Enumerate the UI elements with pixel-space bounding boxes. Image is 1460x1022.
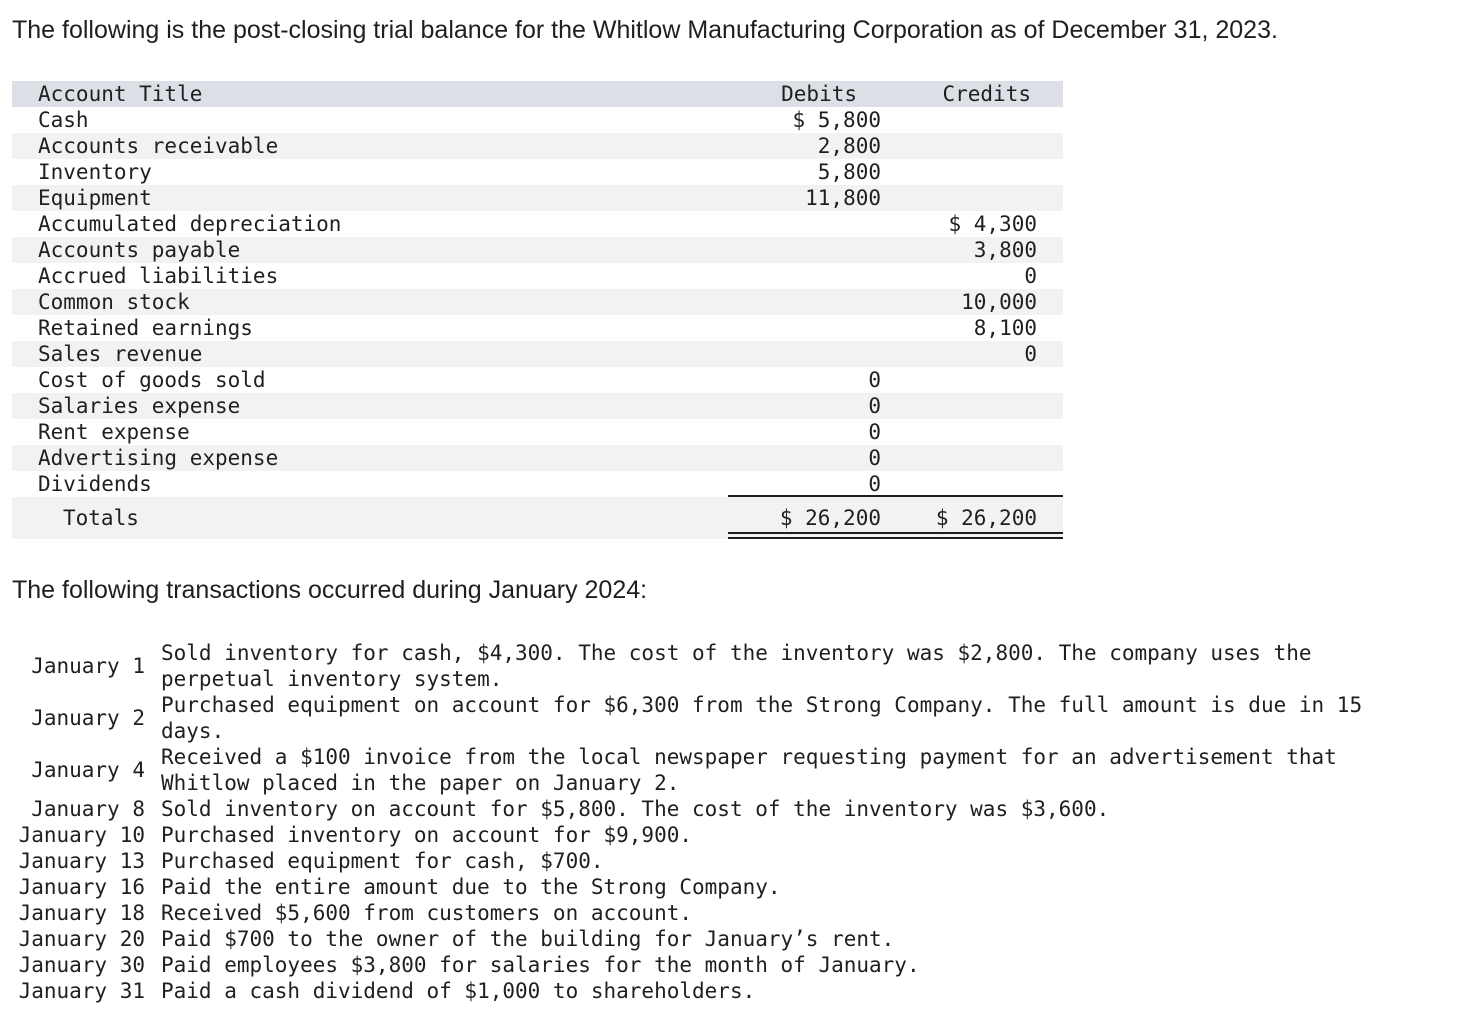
transaction-date: January 10 — [18, 823, 145, 847]
totals-credit: $ 26,200 — [935, 506, 1037, 530]
transaction-item — [0, 822, 1460, 848]
transaction-description: Paid the entire amount due to the Strong Company. — [161, 875, 781, 899]
debit-cell: 0 — [868, 420, 881, 444]
table-row — [12, 263, 1063, 289]
account-title-cell: Retained earnings — [38, 316, 253, 340]
transaction-item — [0, 900, 1460, 926]
credit-cell: 10,000 — [961, 290, 1037, 314]
totals-row — [12, 497, 1063, 539]
account-title-cell: Dividends — [38, 472, 152, 496]
transaction-item — [0, 874, 1460, 900]
transaction-item — [0, 952, 1460, 978]
transaction-description: Purchased inventory on account for $9,900. — [161, 823, 693, 847]
debit-cell: 11,800 — [805, 186, 881, 210]
credit-cell: 0 — [1024, 264, 1037, 288]
transaction-date: January 20 — [18, 927, 145, 951]
table-row — [12, 367, 1063, 393]
table-row — [12, 471, 1063, 497]
transaction-date: January 2 — [31, 706, 145, 730]
table-row — [12, 289, 1063, 315]
account-title-cell: Salaries expense — [38, 394, 241, 418]
debit-cell: 0 — [868, 472, 881, 496]
table-header-row — [12, 81, 1063, 107]
transaction-date: January 16 — [18, 875, 145, 899]
account-title-cell: Accounts payable — [38, 238, 241, 262]
transaction-item — [0, 926, 1460, 952]
transaction-description: Paid employees $3,800 for salaries for the month of January. — [161, 953, 920, 977]
credit-cell: 8,100 — [973, 316, 1037, 340]
transaction-description: Paid a cash dividend of $1,000 to shareholders. — [161, 979, 756, 1003]
table-row — [12, 211, 1063, 237]
trial-balance-table — [12, 81, 1063, 539]
account-title-cell: Cost of goods sold — [38, 368, 266, 392]
table-row — [12, 159, 1063, 185]
transaction-item — [0, 692, 1460, 744]
totals-debit: $ 26,200 — [779, 506, 881, 530]
account-title-cell: Accrued liabilities — [38, 264, 279, 288]
transaction-description: Purchased equipment on account for $6,300 from the Strong Company. The full amount is due in 15 days. — [161, 693, 1363, 743]
transaction-date: January 30 — [18, 953, 145, 977]
transaction-description: Paid $700 to the owner of the building for January’s rent. — [161, 927, 895, 951]
account-title-cell: Advertising expense — [38, 446, 279, 470]
table-row — [12, 341, 1063, 367]
account-title-cell: Equipment — [38, 186, 152, 210]
transactions-list — [0, 640, 1460, 1004]
debit-cell: $ 5,800 — [792, 108, 881, 132]
header-debits: Debits — [781, 82, 857, 106]
table-row — [12, 419, 1063, 445]
debit-cell: 0 — [868, 394, 881, 418]
header-credits: Credits — [942, 82, 1031, 106]
transaction-date: January 18 — [18, 901, 145, 925]
transaction-description: Received $5,600 from customers on account. — [161, 901, 693, 925]
transaction-date: January 4 — [31, 758, 145, 782]
credit-cell: 0 — [1024, 342, 1037, 366]
transaction-description: Purchased equipment for cash, $700. — [161, 849, 604, 873]
transaction-item — [0, 848, 1460, 874]
debit-cell: 0 — [868, 368, 881, 392]
header-account-title: Account Title — [38, 82, 203, 106]
transaction-description: Sold inventory on account for $5,800. The cost of the inventory was $3,600. — [161, 797, 1110, 821]
table-row — [12, 133, 1063, 159]
account-title-cell: Inventory — [38, 160, 152, 184]
credit-cell: $ 4,300 — [948, 212, 1037, 236]
debit-cell: 5,800 — [817, 160, 881, 184]
transaction-item — [0, 744, 1460, 796]
table-row — [12, 237, 1063, 263]
table-row — [12, 315, 1063, 341]
debit-cell: 0 — [868, 446, 881, 470]
transaction-date: January 31 — [18, 979, 145, 1003]
transaction-item — [0, 640, 1460, 692]
account-title-cell: Common stock — [38, 290, 190, 314]
table-row — [12, 445, 1063, 471]
debit-cell: 2,800 — [817, 134, 881, 158]
credit-cell: 3,800 — [973, 238, 1037, 262]
table-row — [12, 107, 1063, 133]
account-title-cell: Sales revenue — [38, 342, 203, 366]
totals-label: Totals — [63, 506, 139, 530]
transactions-heading: The following transactions occurred during January 2024: — [12, 576, 648, 604]
transaction-date: January 13 — [18, 849, 145, 873]
transaction-date: January 8 — [31, 797, 145, 821]
transaction-description: Sold inventory for cash, $4,300. The cost of the inventory was $2,800. The company uses the perpetual inventory system. — [161, 641, 1312, 691]
transaction-date: January 1 — [31, 654, 145, 678]
table-row — [12, 393, 1063, 419]
totals-double-rule — [728, 532, 1063, 539]
transaction-item — [0, 978, 1460, 1004]
account-title-cell: Accumulated depreciation — [38, 212, 342, 236]
transaction-description: Received a $100 invoice from the local newspaper requesting payment for an advertisement that Whitlow placed in the paper on January 2. — [161, 745, 1337, 795]
account-title-cell: Accounts receivable — [38, 134, 279, 158]
account-title-cell: Cash — [38, 108, 89, 132]
transaction-item — [0, 796, 1460, 822]
trial-balance-body — [12, 107, 1063, 497]
table-row — [12, 185, 1063, 211]
intro-text: The following is the post-closing trial balance for the Whitlow Manufacturing Corporation as of December 31, 2023. — [12, 16, 1278, 44]
account-title-cell: Rent expense — [38, 420, 190, 444]
